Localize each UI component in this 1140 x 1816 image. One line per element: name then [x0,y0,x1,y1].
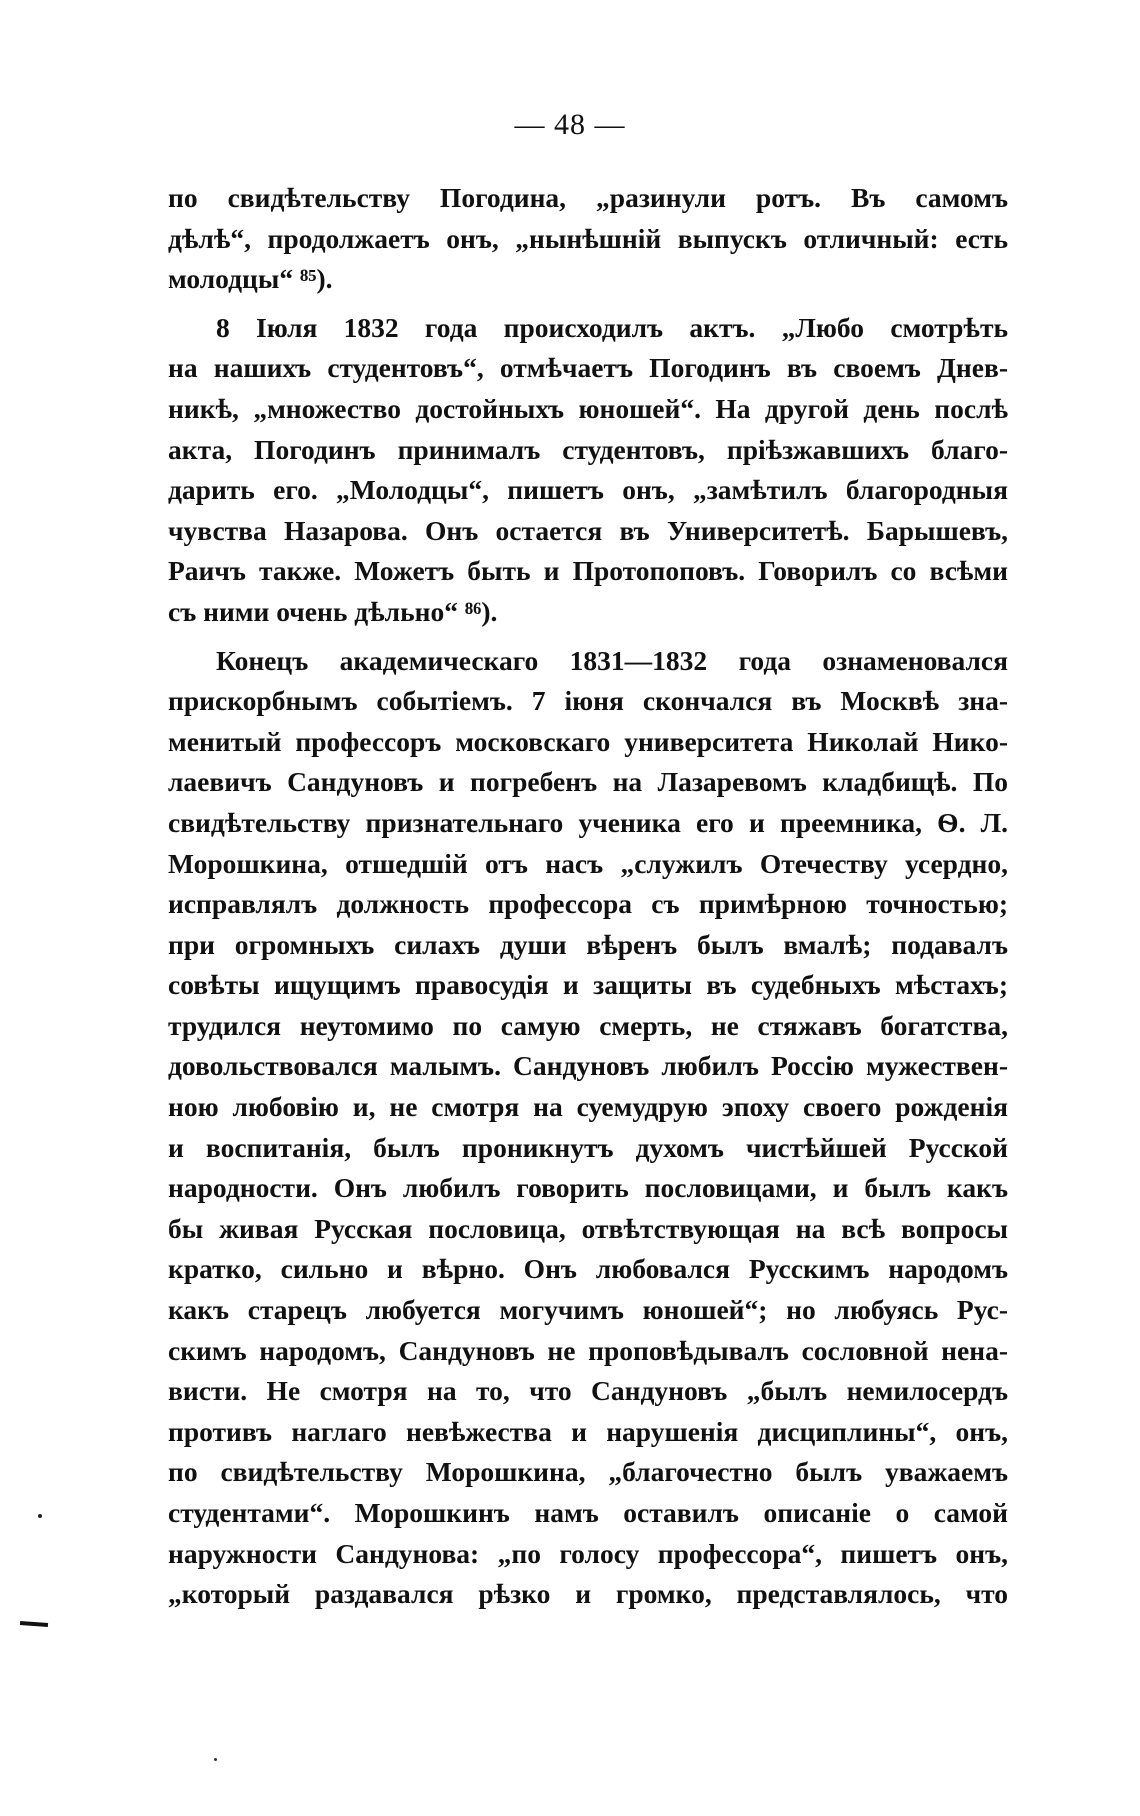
text-line: студентами“. Морошкинъ намъ оставилъ описаніе о самой [168,1497,1008,1528]
text-line: бы живая Русская пословица, отвѣтствующая на всѣ вопросы [168,1212,1008,1244]
text-line: по свидѣтельству Погодина, „разинули ротъ. Въ самомъ [168,182,1008,213]
text-line: „который раздавался рѣзко и громко, представлялось, что [168,1578,1008,1610]
text-line: наружности Сандунова: „по голосу профессора“, пишетъ онъ, [168,1537,1008,1569]
text-line: довольствовался малымъ. Сандуновъ любилъ Россію мужествен- [168,1050,1008,1082]
text-line: на нашихъ студентовъ“, отмѣчаетъ Погодинъ въ своемъ Днев- [168,352,1008,384]
text-line: свидѣтельству признательнаго ученика его и преемника, Ѳ. Л. [168,806,1008,838]
text-line: Раичъ также. Можетъ быть и Протопоповъ. Говорилъ со всѣми [168,555,1008,587]
body-text [168,178,1008,1615]
text-line: по свидѣтельству Морошкина, „благочестно былъ уважаемъ [168,1456,1008,1488]
text-line: менитый профессоръ московскаго университета Николай Нико- [168,725,1008,757]
text-line: 8 Іюля 1832 года происходилъ актъ. „Любо смотрѣть [216,311,1008,343]
margin-speck [38,1514,42,1518]
text-line: народности. Онъ любилъ говорить пословицами, и былъ какъ [168,1172,1008,1204]
text-line: никѣ, „множество достойныхъ юношей“. На другой день послѣ [168,392,1008,424]
paragraph-gap [168,633,1008,641]
text-line: Конецъ академическаго 1831—1832 года ознаменовался [216,644,1008,676]
text-line: дѣлѣ“, продолжаетъ онъ, „нынѣшній выпускъ отличный: есть [168,222,1008,254]
text-line: скимъ народомъ, Сандуновъ не проповѣдывалъ сословной нена- [168,1334,1008,1366]
text-line: и воспитанія, былъ проникнутъ духомъ чистѣйшей Русской [168,1131,1008,1163]
text-line: кратко, сильно и вѣрно. Онъ любовался Русскимъ народомъ [168,1253,1008,1285]
text-line: прискорбнымъ событіемъ. 7 іюня скончался въ Москвѣ зна- [168,685,1008,717]
text-line: какъ старецъ любуется могучимъ юношей“; но любуясь Рус- [168,1294,1008,1326]
margin-mark [20,1621,48,1627]
text-line: чувства Назарова. Онъ остается въ Университетѣ. Барышевъ, [168,514,1008,546]
text-line: дарить его. „Молодцы“, пишетъ онъ, „замѣтилъ благородныя [168,474,1008,506]
text-line: съ ними очень дѣльно“ ⁸⁶). [168,595,498,627]
text-line: акта, Погодинъ принималъ студентовъ, пріѣзжавшихъ благо- [168,433,1008,465]
text-line: висти. Не смотря на то, что Сандуновъ „былъ немилосердъ [168,1375,1008,1407]
text-line: противъ наглаго невѣжества и нарушенія дисциплины“, онъ, [168,1415,1008,1447]
text-line: совѣты ищущимъ правосудія и защиты въ судебныхъ мѣстахъ; [168,969,1008,1001]
text-line: исправлялъ должность профессора съ примѣрною точностью; [168,888,1008,920]
text-line: лаевичъ Сандуновъ и погребенъ на Лазаревомъ кладбищѣ. По [168,766,1008,798]
page-number: — 48 — [514,108,626,141]
text-line: при огромныхъ силахъ души вѣренъ былъ вмалѣ; подавалъ [168,928,1008,960]
paragraph-gap [168,300,1008,308]
text-line: Морошкина, отшедшій отъ насъ „служилъ Отечеству усердно, [168,847,1008,879]
margin-speck [214,1758,217,1761]
text-line: трудился неутомимо по самую смерть, не стяжавъ богатства, [168,1009,1008,1041]
text-line: ною любовію и, не смотря на суемудрую эпоху своего рожденія [168,1091,1008,1123]
text-line: молодцы“ ⁸⁵). [168,263,333,295]
